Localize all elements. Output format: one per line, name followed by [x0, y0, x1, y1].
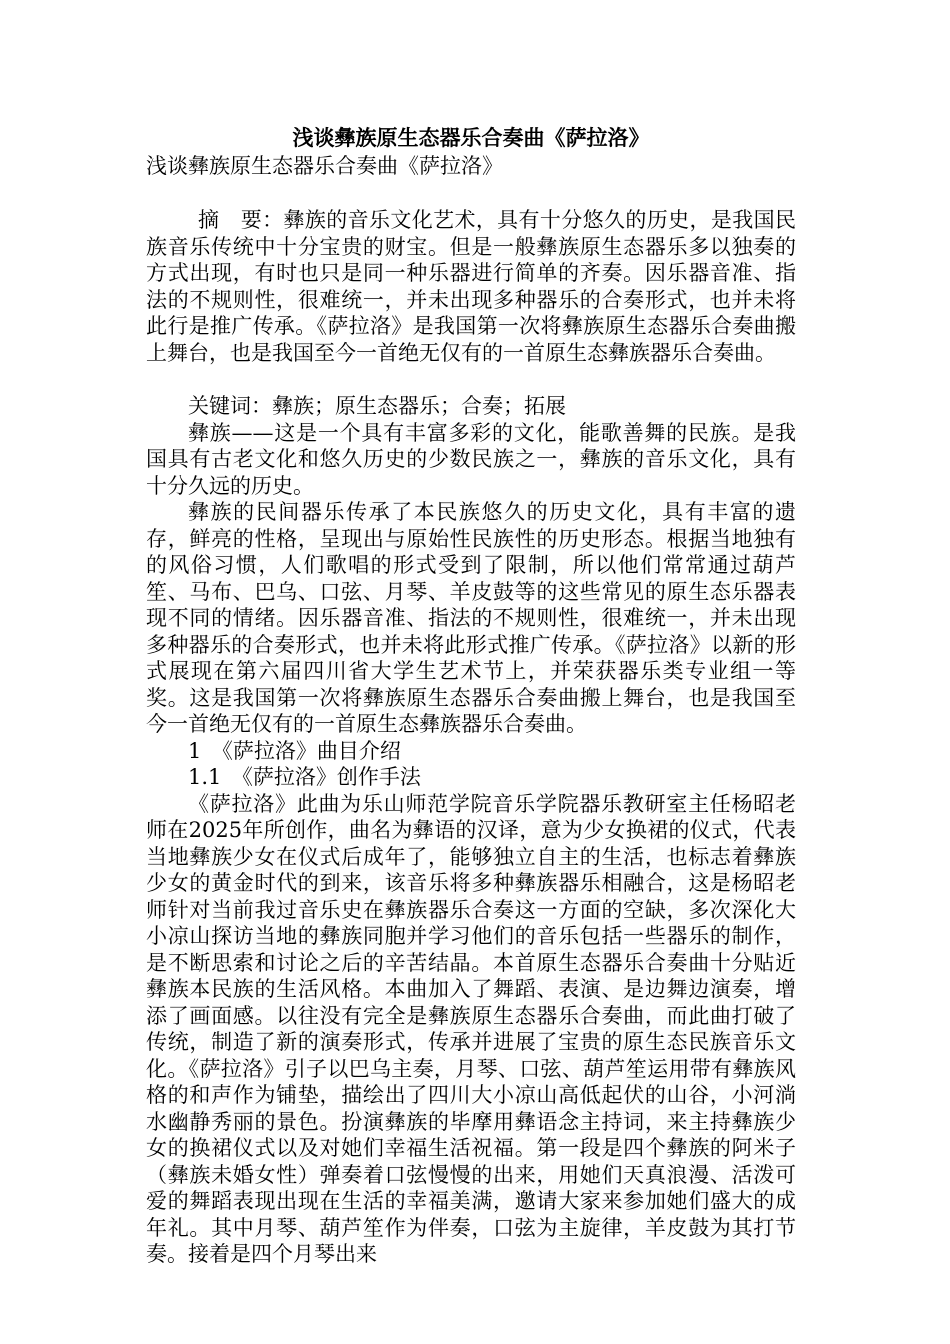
section-heading: 1 《萨拉洛》曲目介绍 [188, 738, 401, 763]
blank-line [146, 180, 796, 207]
document-subtitle: 浅谈彝族原生态器乐合奏曲《萨拉洛》 [146, 154, 503, 178]
abstract-paragraph: 摘 要：彝族的音乐文化艺术，具有十分悠久的历史，是我国民族音乐传统中十分宝贵的财宝。但是一般彝族原生态器乐多以独奏的方式出现，有时也只是同一种乐器进行简单的齐奏。因乐器音准、指法的不规则性，很难统一，并未出现多种器乐的合奏形式，也并未将此行是推广传承。《萨拉洛》是我国第一次将彝族原生态器乐合奏曲搬上舞台，也是我国至今一首绝无仅有的一首原生态彝族器乐合奏曲。 [146, 208, 796, 365]
keywords-paragraph: 关键词：彝族；原生态器乐；合奏；拓展 [188, 394, 566, 418]
body-paragraph: 《萨拉洛》此曲为乐山师范学院音乐学院器乐教研室主任杨昭老师在2025年所创作，曲名为彝语的汉译，意为少女换裙的仪式，代表当地彝族少女在仪式后成年了，能够独立自主的生活，也标志着彝族少女的黄金时代的到来，该音乐将多种彝族器乐相融合，这是杨昭老师针对当前我过音乐史在彝族器乐合奏这一方面的空缺，多次深化大小凉山探访当地的彝族同胞并学习他们的音乐包括一些器乐的制作，是不断思索和讨论之后的辛苦结晶。本首原生态器乐合奏曲十分贴近彝族本民族的生活风格。本曲加入了舞蹈、表演、是边舞边演奏，增添了画面感。以往没有完全是彝族原生态器乐合奏曲，而此曲打破了传统，制造了新的演奏形式，传承并进展了宝贵的原生态民族音乐文化。《萨拉洛》引子以巴乌主奏，月琴、口弦、葫芦笙运用带有彝族风格的和声作为铺垫，描绘出了四川大小凉山高低起伏的山谷，小河淌水幽静秀丽的景色。扮演彝族的毕摩用彝语念主持词，来主持彝族少女的换裙仪式以及对她们幸福生活祝福。第一段是四个彝族的阿米子（彝族未婚女性）弹奏着口弦慢慢的出来，用她们天真浪漫、活泼可爱的舞蹈表现出现在生活的幸福美满，邀请大家来参加她们盛大的成年礼。其中月琴、葫芦笙作为伴奏，口弦为主旋律，羊皮鼓为其打节奏。接着是四个月琴出来 [146, 791, 796, 1266]
blank-line [146, 366, 796, 393]
body-paragraph: 彝族的民间器乐传承了本民族悠久的历史文化，具有丰富的遗存，鲜亮的性格，呈现出与原始性民族性的历史形态。根据当地独有的风俗习惯，人们歌唱的形式受到了限制，所以他们常常通过葫芦笙、马布、巴乌、口弦、月琴、羊皮鼓等的这些常见的原生态乐器表现不同的情绪。因乐器音准、指法的不规则性，很难统一，并未出现多种器乐的合奏形式，也并未将此形式推广传承。《萨拉洛》以新的形式展现在第六届四川省大学生艺术节上，并荣获器乐类专业组一等奖。这是我国第一次将彝族原生态器乐合奏曲搬上舞台，也是我国至今一首绝无仅有的一首原生态彝族器乐合奏曲。 [146, 500, 796, 736]
body-paragraph: 彝族——这是一个具有丰富多彩的文化，能歌善舞的民族。是我国具有古老文化和悠久历史的少数民族之一，彝族的音乐文化，具有十分久远的历史。 [146, 420, 796, 498]
document-page [146, 123, 796, 1268]
subsection-heading: 1.1 《萨拉洛》创作手法 [188, 765, 421, 789]
document-title: 浅谈彝族原生态器乐合奏曲《萨拉洛》 [292, 125, 650, 150]
